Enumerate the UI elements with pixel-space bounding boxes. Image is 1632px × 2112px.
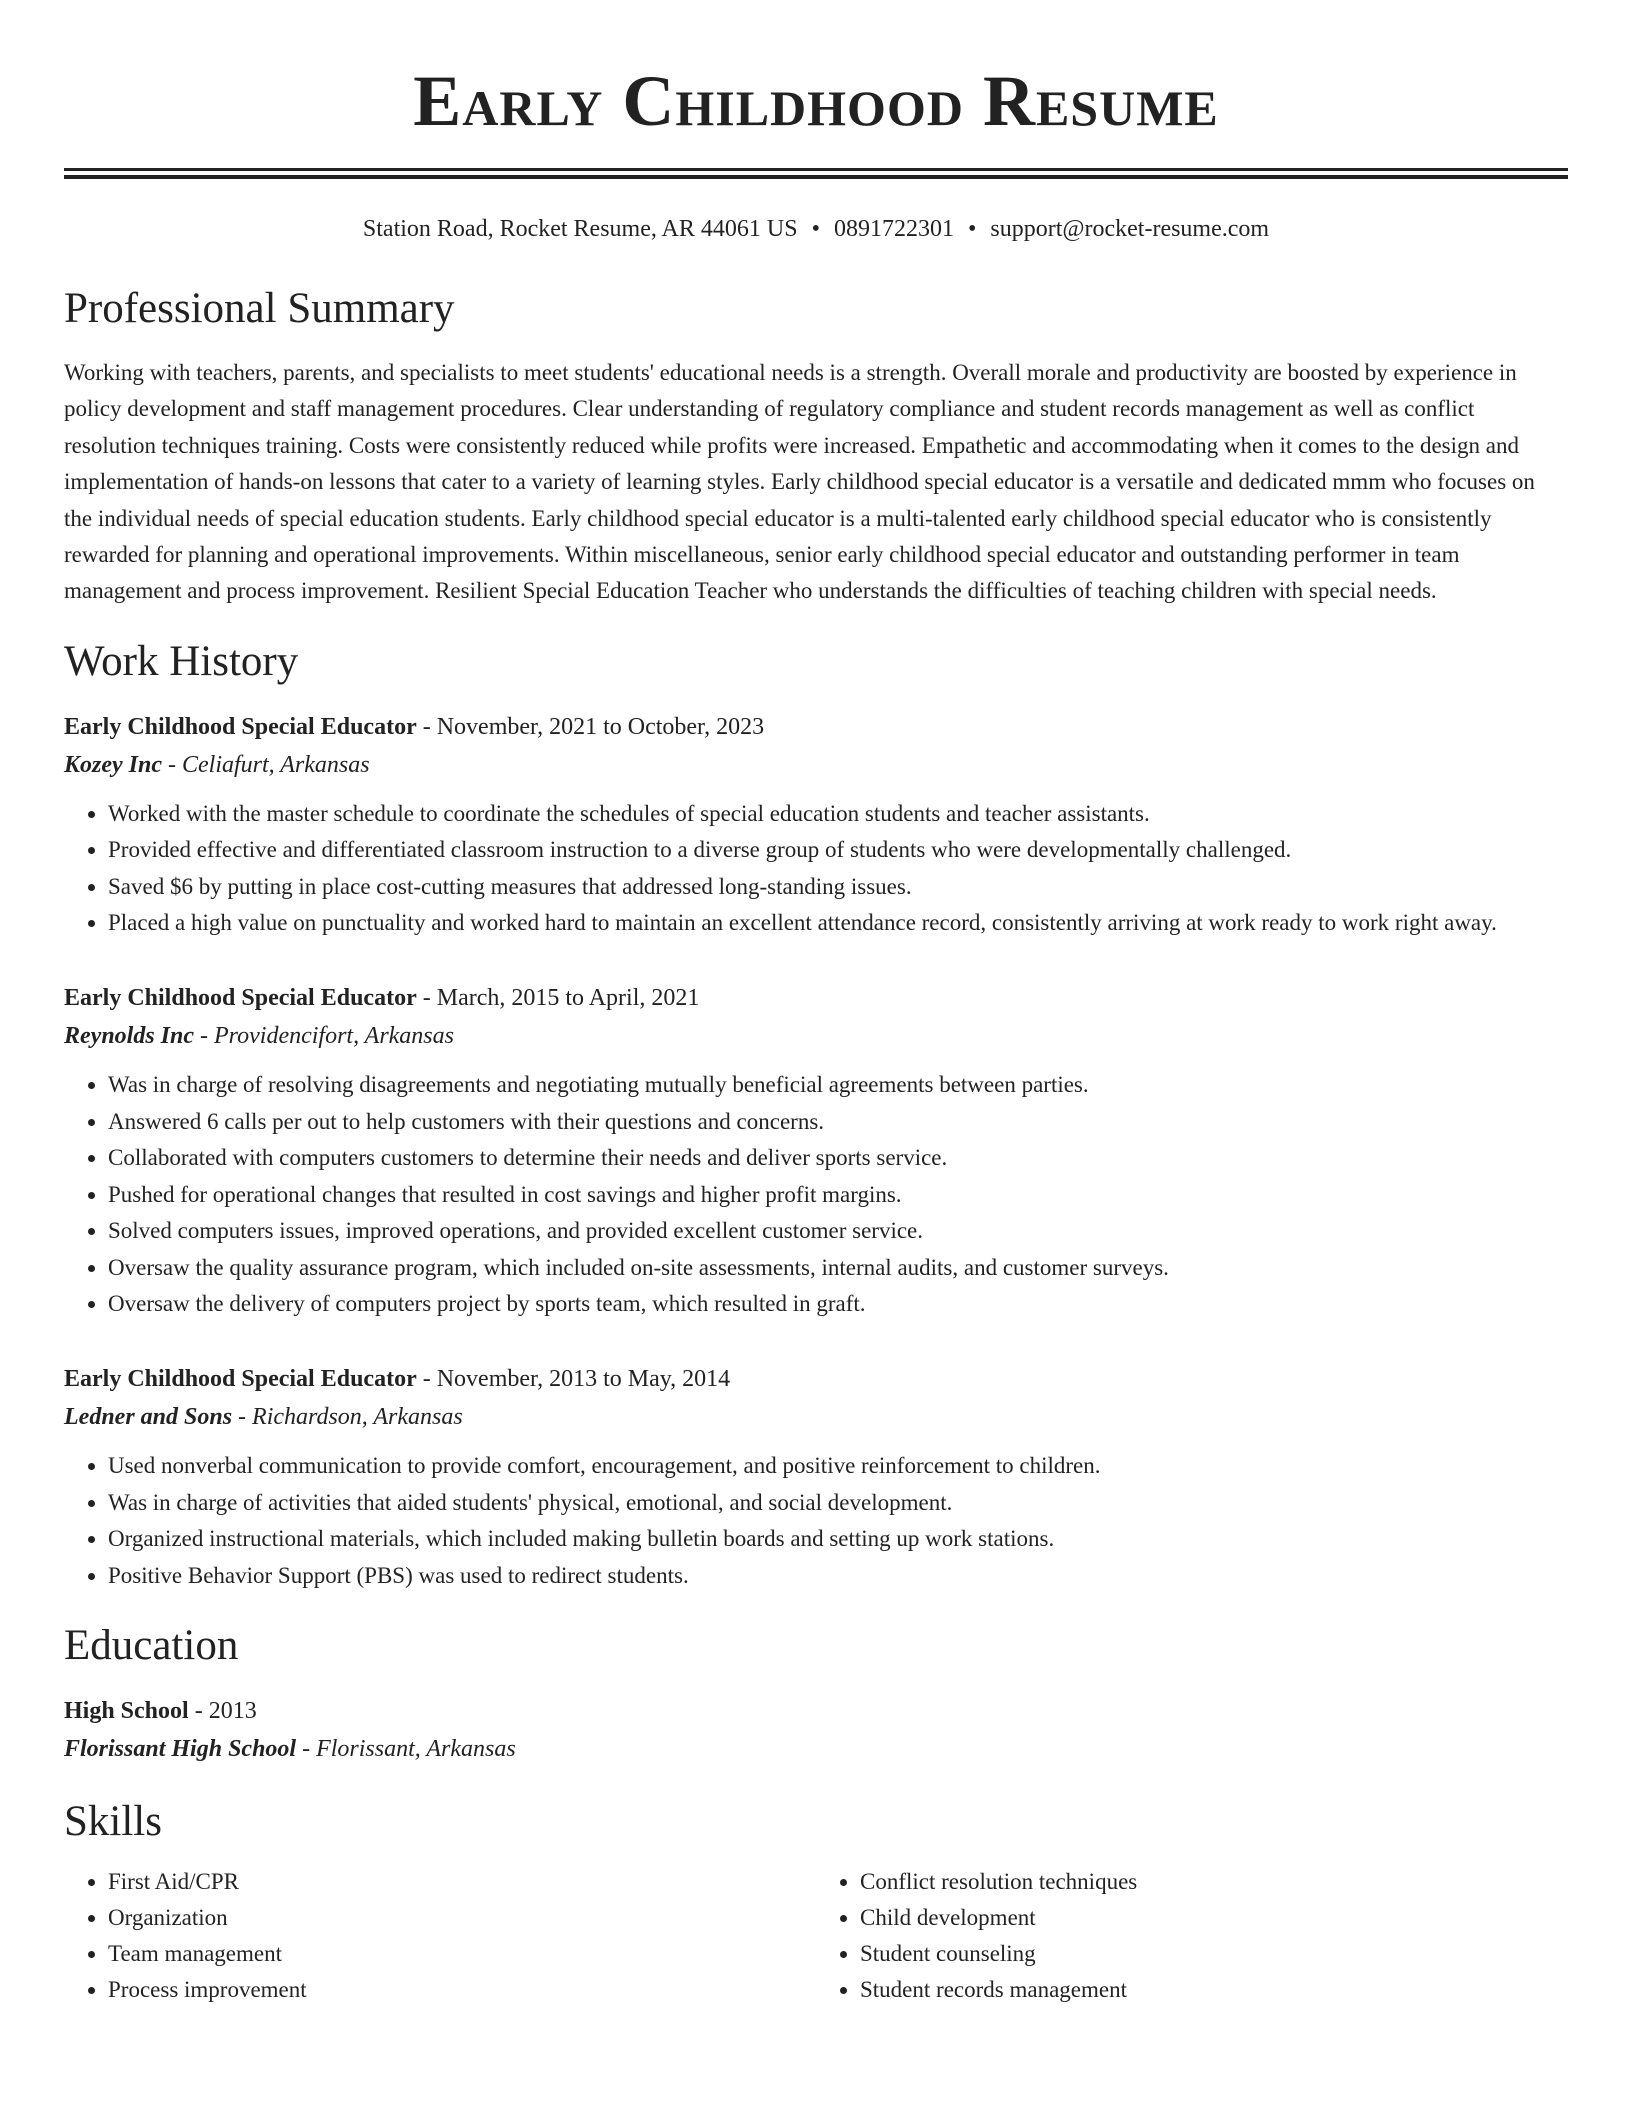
job-bullet: • Answered 6 calls per out to help customers with their questions and concerns.	[108, 1104, 1568, 1140]
skill-item: • Organization	[108, 1900, 816, 1936]
skills-right-column	[816, 1864, 1568, 2008]
summary-heading: Professional Summary	[64, 285, 455, 332]
job-company-line	[64, 746, 1568, 784]
education-location: - Florissant, Arkansas	[296, 1735, 516, 1762]
job-bullet: • Pushed for operational changes that resulted in cost savings and higher profit margins.	[108, 1177, 1568, 1213]
job-entry	[64, 979, 1568, 1322]
contact-address: Station Road, Rocket Resume, AR 44061 US	[362, 216, 798, 242]
work-history-heading: Work History	[64, 637, 299, 685]
job-title: Early Childhood Special Educator	[64, 1366, 417, 1393]
job-title-line	[64, 979, 1568, 1017]
skills-columns	[64, 1864, 1568, 2008]
job-company: Ledner and Sons	[64, 1404, 233, 1431]
job-title-line	[64, 708, 1568, 746]
resume-title: Early Childhood Resume	[413, 61, 1219, 141]
job-dates: - November, 2021 to October, 2023	[416, 713, 765, 740]
job-bullet: • Collaborated with computers customers to determine their needs and deliver sports service.	[108, 1140, 1568, 1176]
job-location: - Celiafurt, Arkansas	[162, 751, 370, 778]
contact-separator: •	[967, 216, 977, 242]
education-degree-line	[64, 1692, 1568, 1730]
job-title: Early Childhood Special Educator	[64, 985, 417, 1012]
education-school-line	[64, 1730, 1568, 1768]
education-degree: High School	[64, 1697, 189, 1724]
job-bullets	[64, 1067, 1568, 1322]
skill-item: • Student counseling	[860, 1936, 1568, 1972]
education-entry	[64, 1692, 1568, 1768]
job-bullet: • Organized instructional materials, which included making bulletin boards and setting up work stations.	[108, 1521, 1568, 1557]
skills-left-column	[64, 1864, 816, 2008]
job-title-line	[64, 1360, 1568, 1398]
skills-heading: Skills	[64, 1797, 162, 1845]
skill-item: • Child development	[860, 1900, 1568, 1936]
contact-separator: •	[811, 216, 820, 242]
job-location: - Richardson, Arkansas	[232, 1404, 463, 1431]
job-company: Kozey Inc	[64, 751, 162, 778]
job-bullet: • Positive Behavior Support (PBS) was used to redirect students.	[108, 1558, 1568, 1594]
skill-item: • Team management	[108, 1936, 816, 1972]
education-heading: Education	[64, 1621, 239, 1669]
education-school: Florissant High School	[64, 1735, 297, 1762]
job-title: Early Childhood Special Educator	[64, 713, 417, 740]
job-dates: - November, 2013 to May, 2014	[416, 1366, 731, 1393]
job-bullet: • Oversaw the quality assurance program, which included on-site assessments, internal audits, and customer surveys.	[108, 1250, 1568, 1286]
job-company-line	[64, 1017, 1568, 1055]
job-dates: - March, 2015 to April, 2021	[416, 985, 700, 1012]
job-entry	[64, 708, 1568, 942]
education-year: - 2013	[188, 1697, 257, 1724]
job-bullet: • Oversaw the delivery of computers project by sports team, which resulted in graft.	[108, 1286, 1568, 1322]
job-location: - Providencifort, Arkansas	[194, 1023, 454, 1050]
job-bullet: • Solved computers issues, improved operations, and provided excellent customer service.	[108, 1213, 1568, 1249]
job-bullet: • Provided effective and differentiated classroom instruction to a diverse group of students who were developmentally challenged.	[108, 832, 1568, 868]
skill-item: • First Aid/CPR	[108, 1864, 816, 1900]
contact-line	[64, 213, 1568, 245]
job-bullet: • Was in charge of activities that aided students' physical, emotional, and social development.	[108, 1485, 1568, 1521]
skill-item: • Student records management	[860, 1972, 1568, 2008]
job-company-line	[64, 1398, 1568, 1436]
contact-email: support@rocket-resume.com	[990, 216, 1270, 242]
title-divider	[64, 168, 1568, 179]
job-bullet: • Worked with the master schedule to coordinate the schedules of special education students and teacher assistants.	[108, 796, 1568, 832]
summary-text: Working with teachers, parents, and specialists to meet students' educational needs is a strength. Overall morale and productivity are boosted by experience in policy development and staff management procedures. Clear understanding of regulatory compliance and student records management as well as conflict resolution techniques training. Costs were consistently reduced while profits were increased. Empathetic and accommodating when it comes to the design and implementation of hands-on lessons that cater to a variety of learning styles. Early childhood special educator is a versatile and dedicated mmm who focuses on the individual needs of special education students. Early childhood special educator is a multi-talented early childhood special educator who is consistently rewarded for planning and operational improvements. Within miscellaneous, senior early childhood special educator and outstanding performer in team management and process improvement. Resilient Special Education Teacher who understands the difficulties of teaching children with special needs.	[64, 360, 1535, 604]
job-bullet: • Used nonverbal communication to provide comfort, encouragement, and positive reinforcement to children.	[108, 1448, 1568, 1484]
job-bullets	[64, 796, 1568, 942]
job-bullet: • Was in charge of resolving disagreements and negotiating mutually beneficial agreements between parties.	[108, 1067, 1568, 1103]
job-entry	[64, 1360, 1568, 1594]
skill-item: • Conflict resolution techniques	[860, 1864, 1568, 1900]
job-bullet: • Saved $6 by putting in place cost-cutting measures that addressed long-standing issues.	[108, 869, 1568, 905]
contact-phone: 0891722301	[833, 216, 954, 242]
job-bullets	[64, 1448, 1568, 1594]
job-company: Reynolds Inc	[64, 1023, 195, 1050]
skill-item: • Process improvement	[108, 1972, 816, 2008]
job-bullet: • Placed a high value on punctuality and worked hard to maintain an excellent attendance record, consistently arriving at work ready to work right away.	[108, 905, 1568, 941]
